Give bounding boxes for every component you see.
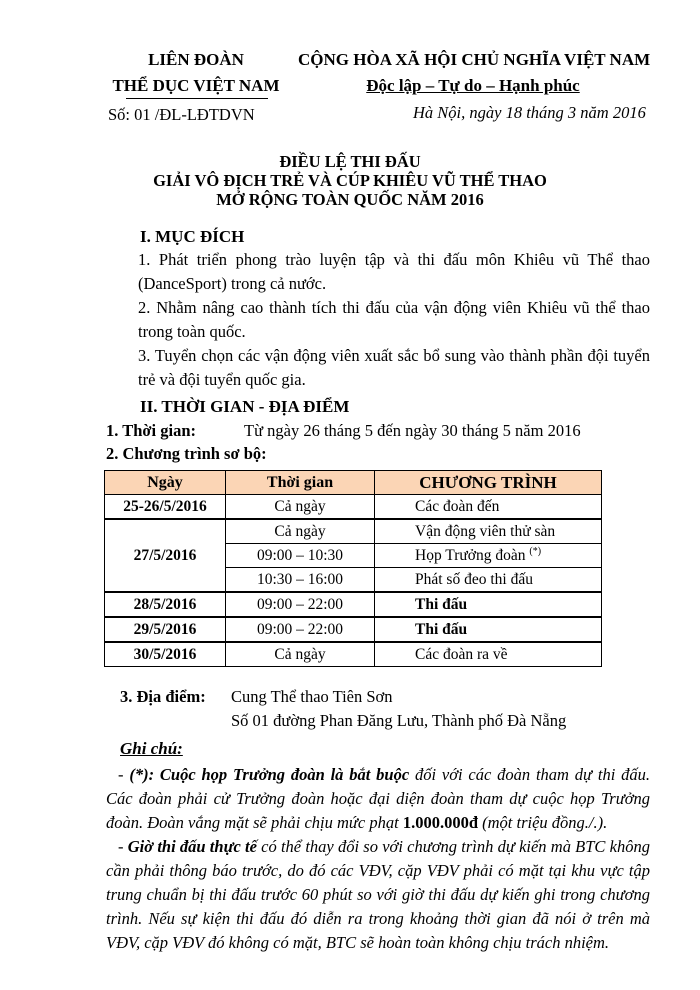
note-1 (106, 763, 650, 835)
note-2-dash: - (118, 837, 128, 856)
section-1-body (106, 248, 650, 392)
row-time: 10:30 – 16:00 (226, 568, 375, 593)
row-program: Phát số đeo thi đấu (375, 568, 602, 593)
row-time: Cả ngày (226, 519, 375, 544)
header-time: Thời gian (226, 471, 375, 495)
national-motto: Độc lập – Tự do – Hạnh phúc (366, 76, 580, 95)
row-program: Thi đấu (375, 617, 602, 642)
doc-number: Số: 01 /ĐL-LĐTDVN (108, 105, 255, 124)
section-2-heading: II. THỜI GIAN - ĐỊA ĐIỂM (140, 397, 350, 416)
schedule-header-row (105, 471, 602, 495)
purpose-item-2: 2. Nhằm nâng cao thành tích thi đấu của vận động viên Khiêu vũ thể thao trong toàn quốc. (138, 298, 650, 341)
schedule-table (104, 470, 602, 667)
doc-title-line1: ĐIỀU LỆ THI ĐẤU (279, 152, 421, 171)
purpose-item-3: 3. Tuyển chọn các vận động viên xuất sắc bổ sung vào thành phần đội tuyển trẻ và đội tuyển quốc gia. (138, 346, 650, 389)
org-underline (126, 98, 268, 99)
note-2-emphasis: Giờ thi đấu thực tế (127, 837, 257, 856)
section-1-heading: I. MỤC ĐÍCH (140, 227, 245, 246)
table-row (105, 519, 602, 544)
doc-title-line2: GIẢI VÔ ĐỊCH TRẺ VÀ CÚP KHIÊU VŨ THỂ THAO (153, 171, 547, 190)
time-label: 1. Thời gian: (106, 421, 196, 440)
purpose-item-1: 1. Phát triển phong trào luyện tập và thi đấu môn Khiêu vũ Thể thao (DanceSport) trong cả nước. (138, 250, 650, 293)
row-date: 29/5/2016 (105, 617, 226, 642)
venue-line1: Cung Thể thao Tiên Sơn (231, 687, 393, 706)
time-value: Từ ngày 26 tháng 5 đến ngày 30 tháng 5 năm 2016 (244, 421, 581, 440)
header-program: CHƯƠNG TRÌNH (375, 471, 602, 495)
doc-title-line3: MỞ RỘNG TOÀN QUỐC NĂM 2016 (216, 190, 484, 209)
row-program (375, 544, 602, 568)
table-row (105, 617, 602, 642)
table-row (105, 495, 602, 520)
row-time: Cả ngày (226, 642, 375, 667)
header-date: Ngày (105, 471, 226, 495)
row-date: 25-26/5/2016 (105, 495, 226, 520)
note-2 (106, 835, 650, 955)
row-program: Vận động viên thử sàn (375, 519, 602, 544)
program-label: 2. Chương trình sơ bộ: (106, 444, 267, 463)
row-time: 09:00 – 22:00 (226, 592, 375, 617)
row-time: 09:00 – 22:00 (226, 617, 375, 642)
note-1-emphasis: (*): Cuộc họp Trưởng đoàn là bắt buộc (129, 765, 410, 784)
table-row (105, 642, 602, 667)
note-1-text: đối với các đoàn tham dự thi đấu. Các đoàn phải cử Trưởng đoàn hoặc đại diện đoàn tham dự cuộc họp Trưởng đoàn. Đoàn vắng mặt sẽ phải chịu mức phạt (106, 765, 650, 832)
row-time: Cả ngày (226, 495, 375, 520)
org-name-line2: THỂ DỤC VIỆT NAM (112, 76, 280, 95)
row-date: 27/5/2016 (105, 519, 226, 592)
note-1-end: (một triệu đồng./.). (478, 813, 608, 832)
row-date: 28/5/2016 (105, 592, 226, 617)
notes-heading: Ghi chú: (120, 739, 183, 758)
venue-label: 3. Địa điểm: (120, 687, 206, 706)
place-date: Hà Nội, ngày 18 tháng 3 năm 2016 (413, 103, 646, 122)
org-name-line1: LIÊN ĐOÀN (148, 50, 244, 69)
row-program: Thi đấu (375, 592, 602, 617)
country-name: CỘNG HÒA XÃ HỘI CHỦ NGHĨA VIỆT NAM (298, 50, 651, 69)
row-time: 09:00 – 10:30 (226, 544, 375, 568)
footnote-marker: (*) (529, 545, 542, 557)
row-program-text: Họp Trưởng đoàn (415, 547, 526, 565)
note-1-fine: 1.000.000đ (402, 813, 478, 832)
row-program: Các đoàn ra về (375, 642, 602, 667)
note-1-dash: - (118, 765, 130, 784)
table-row (105, 592, 602, 617)
row-date: 30/5/2016 (105, 642, 226, 667)
note-2-text: có thể thay đổi so với chương trình dự kiến mà BTC không cần phải thông báo trước, do đó các VĐV, cặp VĐV phải có mặt tại khu vực tập trung chuẩn bị thi đấu trước 60 phút so với giờ thi đấu dự kiến ghi trong chương trình. Nếu sự kiện thi đấu đó diễn ra trong khoảng thời gian đã nói ở trên mà VĐV, cặp VĐV đó không có mặt, BTC sẽ hoàn toàn không chịu trách nhiệm. (106, 837, 650, 952)
row-program: Các đoàn đến (375, 495, 602, 520)
venue-line2: Số 01 đường Phan Đăng Lưu, Thành phố Đà Nẵng (231, 711, 567, 730)
